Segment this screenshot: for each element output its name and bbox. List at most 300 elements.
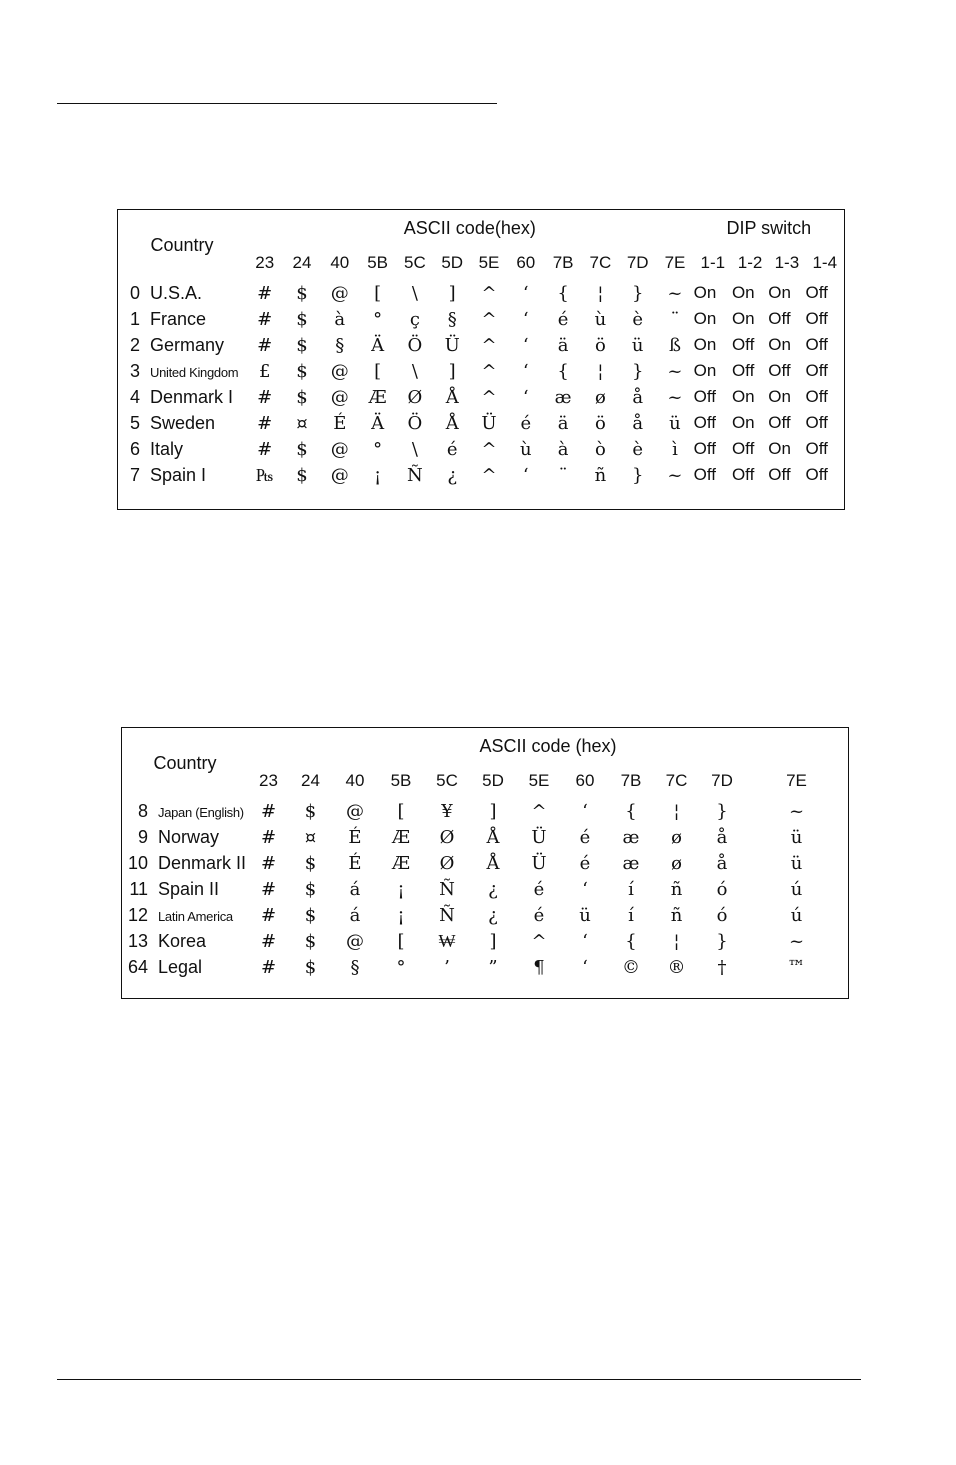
character-cell: ß xyxy=(668,334,681,356)
character-cell: ‘ xyxy=(522,360,529,382)
character-cell: ü xyxy=(790,826,803,848)
country-name: U.S.A. xyxy=(150,282,203,303)
country-cell xyxy=(122,902,248,928)
character-cell: ^ xyxy=(481,386,497,408)
character-cell: # xyxy=(260,930,277,952)
dip-switch-state: On xyxy=(731,413,755,432)
character-cell: $ xyxy=(296,308,308,330)
country-number: 13 xyxy=(127,930,148,951)
character-cell: ú xyxy=(790,878,803,900)
character-cell: ^ xyxy=(531,800,547,822)
country-number: 12 xyxy=(127,904,148,925)
dip-switch-state: On xyxy=(768,283,791,302)
character-cell: $ xyxy=(296,438,308,460)
character-cell: # xyxy=(257,438,273,460)
table-row xyxy=(122,928,848,954)
character-cell: \ xyxy=(411,282,418,304)
bottom-rule xyxy=(57,1379,861,1380)
character-cell: @ xyxy=(330,386,349,408)
country-name: Korea xyxy=(158,930,207,951)
table-row xyxy=(118,306,844,332)
dip-switch-number: 1-3 xyxy=(774,253,800,272)
character-cell: à xyxy=(557,438,569,460)
character-cell: ¶ xyxy=(533,956,545,978)
country-number: 5 xyxy=(129,412,140,433)
character-cell: å xyxy=(716,826,728,848)
country-header: Country xyxy=(150,234,214,255)
character-cell: å xyxy=(632,386,644,408)
country-number: 8 xyxy=(137,800,148,821)
character-cell: è xyxy=(632,438,643,460)
hex-code-header: 23 xyxy=(255,253,275,272)
character-cell: í xyxy=(628,878,634,900)
character-cell: ø xyxy=(594,386,606,408)
character-cell: ® xyxy=(667,956,686,978)
character-cell: [ xyxy=(374,360,382,382)
ascii-code-header: ASCII code (hex) xyxy=(479,735,617,756)
character-cell: å xyxy=(716,852,728,874)
character-cell: ‘ xyxy=(522,334,529,356)
country-number: 10 xyxy=(127,852,148,873)
character-cell: é xyxy=(533,904,545,926)
hex-code-header: 7D xyxy=(711,771,733,790)
character-cell: [ xyxy=(397,930,405,952)
hex-code-header: 7C xyxy=(665,771,688,790)
table-row xyxy=(122,876,848,902)
character-cell: ¡ xyxy=(397,878,405,900)
dip-switch-state: Off xyxy=(731,335,755,354)
character-cell: ¥ xyxy=(441,800,453,822)
character-cell: é xyxy=(446,438,458,460)
character-cell: $ xyxy=(296,360,308,382)
character-cell: { xyxy=(557,282,569,304)
character-cell: ¦ xyxy=(673,930,680,952)
dip-switch-state: Off xyxy=(805,413,828,432)
country-cell xyxy=(122,876,248,902)
character-cell: @ xyxy=(330,360,349,382)
hex-code-header: 7E xyxy=(786,771,807,790)
country-header: Country xyxy=(153,752,217,773)
dip-switch-state: On xyxy=(731,387,755,406)
dip-switch-state: On xyxy=(768,439,791,458)
character-cell: ^ xyxy=(481,308,497,330)
dip-switch-state: Off xyxy=(693,413,716,432)
table-row xyxy=(122,798,848,824)
character-cell: ¦ xyxy=(597,282,604,304)
character-cell: Æ xyxy=(368,386,387,408)
character-cell: $ xyxy=(304,956,317,978)
dip-switch-state: Off xyxy=(805,335,828,354)
country-name: Latin America xyxy=(158,908,233,924)
character-cell: Ä xyxy=(371,334,385,356)
character-cell: \ xyxy=(411,438,418,460)
dip-switch-state: Off xyxy=(693,465,716,484)
character-cell: ø xyxy=(671,826,682,848)
character-cell: { xyxy=(557,360,569,382)
character-cell: # xyxy=(260,904,277,926)
country-number: 64 xyxy=(127,956,148,977)
character-cell: [ xyxy=(374,282,382,304)
character-cell: Ä xyxy=(371,412,385,434)
character-cell: ù xyxy=(594,308,607,330)
dip-switch-state: Off xyxy=(693,387,716,406)
character-cell: é xyxy=(533,878,545,900)
character-cell: ° xyxy=(373,308,383,330)
character-cell: ‘ xyxy=(522,386,529,408)
dip-switch-state: On xyxy=(693,335,717,354)
character-cell: ¤ xyxy=(296,412,308,434)
character-cell: ’ xyxy=(444,956,450,978)
character-cell: Ø xyxy=(407,386,423,408)
character-cell: © xyxy=(622,956,640,978)
character-cell: ‘ xyxy=(522,282,529,304)
character-cell: ‘ xyxy=(582,956,588,978)
character-cell: # xyxy=(257,412,273,434)
character-cell: ~ xyxy=(667,386,683,408)
character-cell: ò xyxy=(594,438,606,460)
character-cell: å xyxy=(632,412,644,434)
character-cell: ö xyxy=(594,334,606,356)
character-cell: ¦ xyxy=(673,800,680,822)
character-cell: $ xyxy=(304,852,317,874)
country-number: 9 xyxy=(137,826,148,847)
country-cell xyxy=(122,850,248,876)
character-cell: } xyxy=(631,360,644,382)
table-row xyxy=(118,384,844,410)
dip-switch-state: On xyxy=(693,361,717,380)
dip-switch-number: 1-4 xyxy=(812,253,838,272)
table-row xyxy=(122,954,848,980)
character-cell: # xyxy=(260,826,277,848)
hex-code-header: 5B xyxy=(390,771,412,790)
top-rule xyxy=(57,103,497,104)
character-cell: # xyxy=(260,878,277,900)
country-number: 4 xyxy=(129,386,140,407)
dip-switch-number: 1-1 xyxy=(700,253,726,272)
dip-switch-state: On xyxy=(731,309,755,328)
character-cell: $ xyxy=(296,464,308,486)
character-cell: ì xyxy=(672,438,678,460)
hex-code-header: 40 xyxy=(345,771,365,790)
character-cell: $ xyxy=(296,386,308,408)
hex-code-header: 23 xyxy=(259,771,278,790)
character-cell: ü xyxy=(790,852,803,874)
character-cell: # xyxy=(260,956,277,978)
character-cell: ¤ xyxy=(304,826,317,848)
dip-switch-state: On xyxy=(731,283,755,302)
hex-code-header: 60 xyxy=(575,771,595,790)
character-cell: ] xyxy=(448,360,456,382)
hex-code-header: 5B xyxy=(367,253,388,272)
character-cell: ø xyxy=(671,852,682,874)
character-cell: Å xyxy=(486,852,500,874)
character-cell: $ xyxy=(304,904,317,926)
character-cell: ó xyxy=(716,904,728,926)
dip-switch-state: Off xyxy=(731,439,755,458)
dip-switch-state: Off xyxy=(805,309,828,328)
country-name: Denmark I xyxy=(150,386,234,407)
character-cell: Ø xyxy=(439,852,455,874)
country-cell xyxy=(118,410,246,436)
character-cell: ” xyxy=(488,956,498,978)
country-cell xyxy=(122,824,248,850)
character-cell: ^ xyxy=(481,334,497,356)
hex-code-header: 40 xyxy=(330,253,350,272)
character-cell: @ xyxy=(330,282,349,304)
hex-code-header: 7C xyxy=(589,253,612,272)
character-cell: è xyxy=(632,308,643,330)
character-cell: @ xyxy=(330,438,349,460)
character-cell: ₧ xyxy=(255,464,274,486)
country-name: Sweden xyxy=(150,412,216,433)
character-cell: æ xyxy=(622,852,640,874)
character-cell: Å xyxy=(486,826,500,848)
country-cell xyxy=(118,332,246,358)
country-cell xyxy=(122,928,248,954)
character-cell: ° xyxy=(396,956,406,978)
character-cell: é xyxy=(579,826,591,848)
character-cell: Ø xyxy=(439,826,455,848)
character-cell: ¡ xyxy=(373,464,382,486)
country-name: Norway xyxy=(158,826,220,847)
character-cell: $ xyxy=(304,878,317,900)
country-number: 0 xyxy=(129,282,140,303)
character-cell: Ñ xyxy=(407,464,423,486)
dip-switch-state: On xyxy=(693,283,717,302)
country-number: 3 xyxy=(129,360,140,381)
character-cell: ~ xyxy=(667,464,683,486)
character-cell: $ xyxy=(304,800,317,822)
country-number: 6 xyxy=(129,438,140,459)
character-cell: Ö xyxy=(407,334,423,356)
table-row xyxy=(122,902,848,928)
dip-switch-state: Off xyxy=(731,465,755,484)
character-cell: # xyxy=(260,852,277,874)
character-cell: ü xyxy=(579,904,591,926)
hex-code-header: 60 xyxy=(516,253,536,272)
character-cell: ‘ xyxy=(582,878,588,900)
character-cell: } xyxy=(631,282,644,304)
hex-code-header: 5D xyxy=(441,253,464,272)
table-row xyxy=(118,410,844,436)
table-row xyxy=(118,280,844,306)
character-cell: # xyxy=(257,334,273,356)
dip-switch-state: Off xyxy=(805,361,828,380)
character-cell: Å xyxy=(445,386,459,408)
hex-code-header: 7E xyxy=(664,253,686,272)
character-cell: à xyxy=(334,308,346,330)
character-cell: ü xyxy=(631,334,644,356)
country-number: 11 xyxy=(129,878,148,899)
country-number: 1 xyxy=(129,308,140,329)
country-cell xyxy=(118,358,246,384)
hex-code-header: 7D xyxy=(626,253,649,272)
character-cell: ú xyxy=(790,904,803,926)
character-cell: § xyxy=(335,334,345,356)
table-row xyxy=(122,850,848,876)
hex-code-header: 7B xyxy=(552,253,574,272)
hex-code-header: 24 xyxy=(292,253,312,272)
character-cell: ‘ xyxy=(582,800,588,822)
character-cell: ¿ xyxy=(488,904,498,926)
character-cell: ~ xyxy=(788,800,805,822)
dip-switch-state: On xyxy=(768,335,791,354)
character-cell: § xyxy=(447,308,457,330)
dip-switch-state: Off xyxy=(731,361,755,380)
country-name: Italy xyxy=(150,438,184,459)
table-row xyxy=(118,436,844,462)
character-cell: # xyxy=(260,800,277,822)
character-table-2 xyxy=(122,728,848,980)
character-cell: ^ xyxy=(531,930,547,952)
character-cell: ¨ xyxy=(670,308,680,330)
character-cell: ™ xyxy=(787,956,806,978)
character-cell: $ xyxy=(304,930,317,952)
dip-switch-state: Off xyxy=(768,413,791,432)
character-cell: á xyxy=(349,904,361,926)
character-cell: † xyxy=(717,956,727,978)
ascii-code-header: ASCII code(hex) xyxy=(403,217,536,238)
character-cell: { xyxy=(625,930,637,952)
character-cell: { xyxy=(625,800,637,822)
character-cell: ä xyxy=(557,334,569,356)
hex-code-header: 24 xyxy=(301,771,320,790)
character-cell: ‘ xyxy=(522,308,529,330)
character-cell: [ xyxy=(397,800,405,822)
dip-switch-header: DIP switch xyxy=(726,217,812,238)
character-cell: Ü xyxy=(531,852,547,874)
country-name: Japan (English) xyxy=(158,804,244,820)
character-cell: É xyxy=(348,826,362,848)
character-cell: ‘ xyxy=(582,930,588,952)
character-cell: ¿ xyxy=(447,464,458,486)
character-cell: ° xyxy=(373,438,383,460)
character-cell: ¨ xyxy=(558,464,568,486)
character-cell: ] xyxy=(489,800,497,822)
character-cell: ^ xyxy=(481,360,497,382)
character-cell: é xyxy=(579,852,591,874)
dip-switch-state: Off xyxy=(805,387,828,406)
character-cell: # xyxy=(257,282,273,304)
hex-code-header: 7B xyxy=(620,771,642,790)
character-cell: í xyxy=(628,904,634,926)
character-cell: ¡ xyxy=(397,904,405,926)
character-cell: æ xyxy=(622,826,640,848)
character-cell: } xyxy=(716,800,728,822)
character-cell: $ xyxy=(296,282,308,304)
character-cell: ₩ xyxy=(438,930,456,952)
dip-switch-state: Off xyxy=(805,439,828,458)
character-cell: ñ xyxy=(594,464,607,486)
character-cell: ¿ xyxy=(488,878,498,900)
character-cell: ç xyxy=(409,308,420,330)
character-cell: ñ xyxy=(670,904,683,926)
character-cell: Å xyxy=(445,412,459,434)
table-row xyxy=(122,824,848,850)
character-cell: @ xyxy=(346,930,364,952)
hex-code-header: 5C xyxy=(404,253,426,272)
country-name: Spain II xyxy=(158,878,220,899)
character-cell: ¦ xyxy=(597,360,604,382)
hex-code-header: 5C xyxy=(436,771,458,790)
hex-code-header: 5E xyxy=(528,771,550,790)
country-name: United Kingdom xyxy=(150,364,239,380)
table-row xyxy=(118,358,844,384)
character-cell: # xyxy=(257,308,273,330)
character-cell: ^ xyxy=(481,438,497,460)
dip-switch-state: Off xyxy=(805,465,828,484)
country-cell xyxy=(118,384,246,410)
character-cell: ^ xyxy=(481,282,497,304)
character-cell: ~ xyxy=(788,930,805,952)
country-number: 2 xyxy=(129,334,140,355)
character-cell: é xyxy=(520,412,532,434)
table-row xyxy=(118,462,844,488)
character-cell: Ñ xyxy=(439,878,455,900)
character-cell: @ xyxy=(330,464,349,486)
character-cell: É xyxy=(333,412,347,434)
dip-switch-state: Off xyxy=(693,439,716,458)
country-name: Legal xyxy=(158,956,203,977)
character-cell: Ü xyxy=(444,334,460,356)
character-cell: ^ xyxy=(481,464,497,486)
character-cell: ö xyxy=(594,412,606,434)
hex-code-header: 5D xyxy=(482,771,504,790)
character-cell: É xyxy=(348,852,362,874)
character-cell: Ö xyxy=(407,412,423,434)
country-cell xyxy=(118,306,246,332)
character-cell: ù xyxy=(519,438,532,460)
country-name: Germany xyxy=(150,334,225,355)
character-cell: á xyxy=(349,878,361,900)
country-name: France xyxy=(150,308,207,329)
character-cell: ñ xyxy=(670,878,683,900)
character-cell: ~ xyxy=(667,360,683,382)
character-cell: £ xyxy=(258,360,271,382)
character-cell: Ü xyxy=(531,826,547,848)
country-cell xyxy=(118,462,246,488)
character-cell: § xyxy=(350,956,360,978)
country-name: Spain I xyxy=(150,464,207,485)
dip-switch-state: Off xyxy=(805,283,828,302)
character-cell: Ü xyxy=(481,412,497,434)
character-cell: # xyxy=(257,386,273,408)
character-table-1 xyxy=(118,210,844,488)
character-cell: Æ xyxy=(391,852,411,874)
character-cell: ó xyxy=(716,878,728,900)
character-cell: ] xyxy=(448,282,456,304)
dip-switch-state: Off xyxy=(768,465,791,484)
country-cell xyxy=(122,798,248,824)
dip-switch-state: On xyxy=(768,387,791,406)
country-cell xyxy=(118,436,246,462)
character-cell: } xyxy=(631,464,644,486)
character-cell: $ xyxy=(296,334,308,356)
dip-switch-state: On xyxy=(693,309,717,328)
dip-switch-state: Off xyxy=(768,361,791,380)
character-cell: ä xyxy=(557,412,569,434)
dip-switch-state: Off xyxy=(768,309,791,328)
character-cell: é xyxy=(557,308,569,330)
country-name: Denmark II xyxy=(158,852,247,873)
character-cell: ‘ xyxy=(522,464,529,486)
character-cell: Æ xyxy=(391,826,411,848)
character-cell: Ñ xyxy=(439,904,455,926)
table-row xyxy=(118,332,844,358)
country-cell xyxy=(118,280,246,306)
country-cell xyxy=(122,954,248,980)
character-cell: ~ xyxy=(667,282,683,304)
